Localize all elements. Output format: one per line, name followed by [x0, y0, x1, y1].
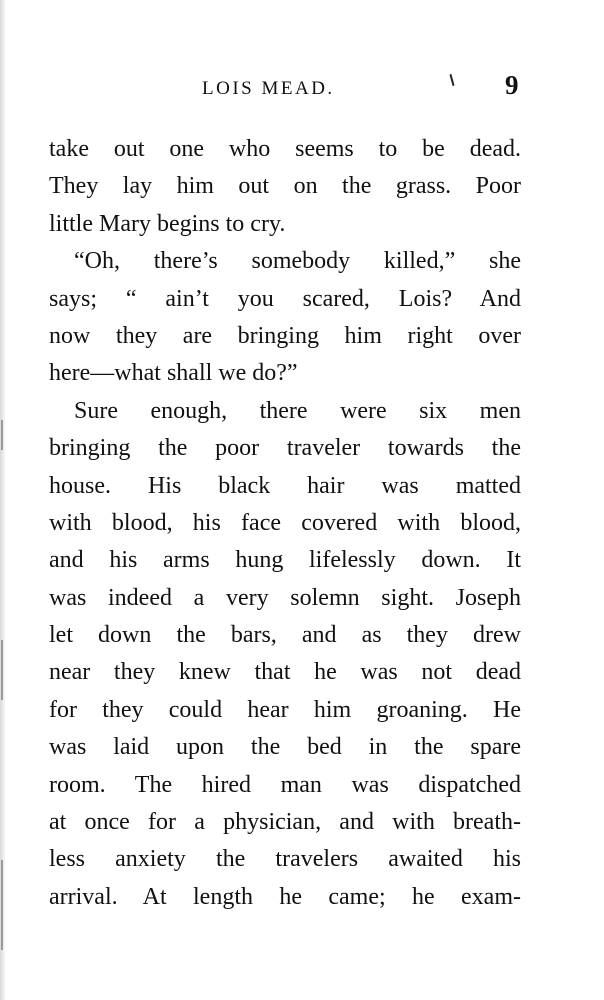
page-edge-shadow: [0, 0, 6, 1000]
page-number: 9: [505, 70, 519, 100]
text-line: was laid upon the bed in the spare: [49, 734, 521, 761]
text-line: arrival. At length he came; he exam-: [49, 883, 521, 910]
body-text: [49, 131, 521, 916]
text-line: “Oh, there’s somebody killed,” she: [74, 248, 521, 275]
text-line: says; “ ain’t you scared, Lois? And: [49, 285, 521, 312]
text-line: take out one who seems to be dead.: [49, 136, 521, 162]
text-line: little Mary begins to cry.: [49, 210, 286, 237]
text-line: at once for a physician, and with breath-: [49, 809, 521, 836]
text-line: room. The hired man was dispatched: [49, 771, 521, 798]
text-line: let down the bars, and as they drew: [49, 622, 521, 649]
text-line: was indeed a very solemn sight. Joseph: [49, 584, 521, 611]
text-line: now they are bringing him right over: [49, 322, 521, 349]
text-line: house. His black hair was matted: [49, 472, 521, 499]
text-line: with blood, his face covered with blood,: [49, 509, 521, 536]
text-line: bringing the poor traveler towards the: [49, 435, 521, 462]
text-line: Sure enough, there were six men: [74, 397, 521, 424]
text-line: here—what shall we do?”: [49, 360, 298, 387]
edge-speck: [1, 640, 3, 700]
ink-mark: [449, 74, 454, 86]
text-line: less anxiety the travelers awaited his: [49, 846, 521, 873]
text-line: and his arms hung lifelessly down. It: [49, 547, 521, 574]
running-head: LOIS MEAD.: [202, 78, 335, 99]
text-line: near they knew that he was not dead: [49, 659, 521, 686]
edge-speck: [1, 420, 3, 450]
text-line: for they could hear him groaning. He: [49, 696, 521, 723]
page-header: [0, 68, 604, 108]
text-line: They lay him out on the grass. Poor: [49, 173, 521, 200]
edge-speck: [1, 860, 3, 950]
